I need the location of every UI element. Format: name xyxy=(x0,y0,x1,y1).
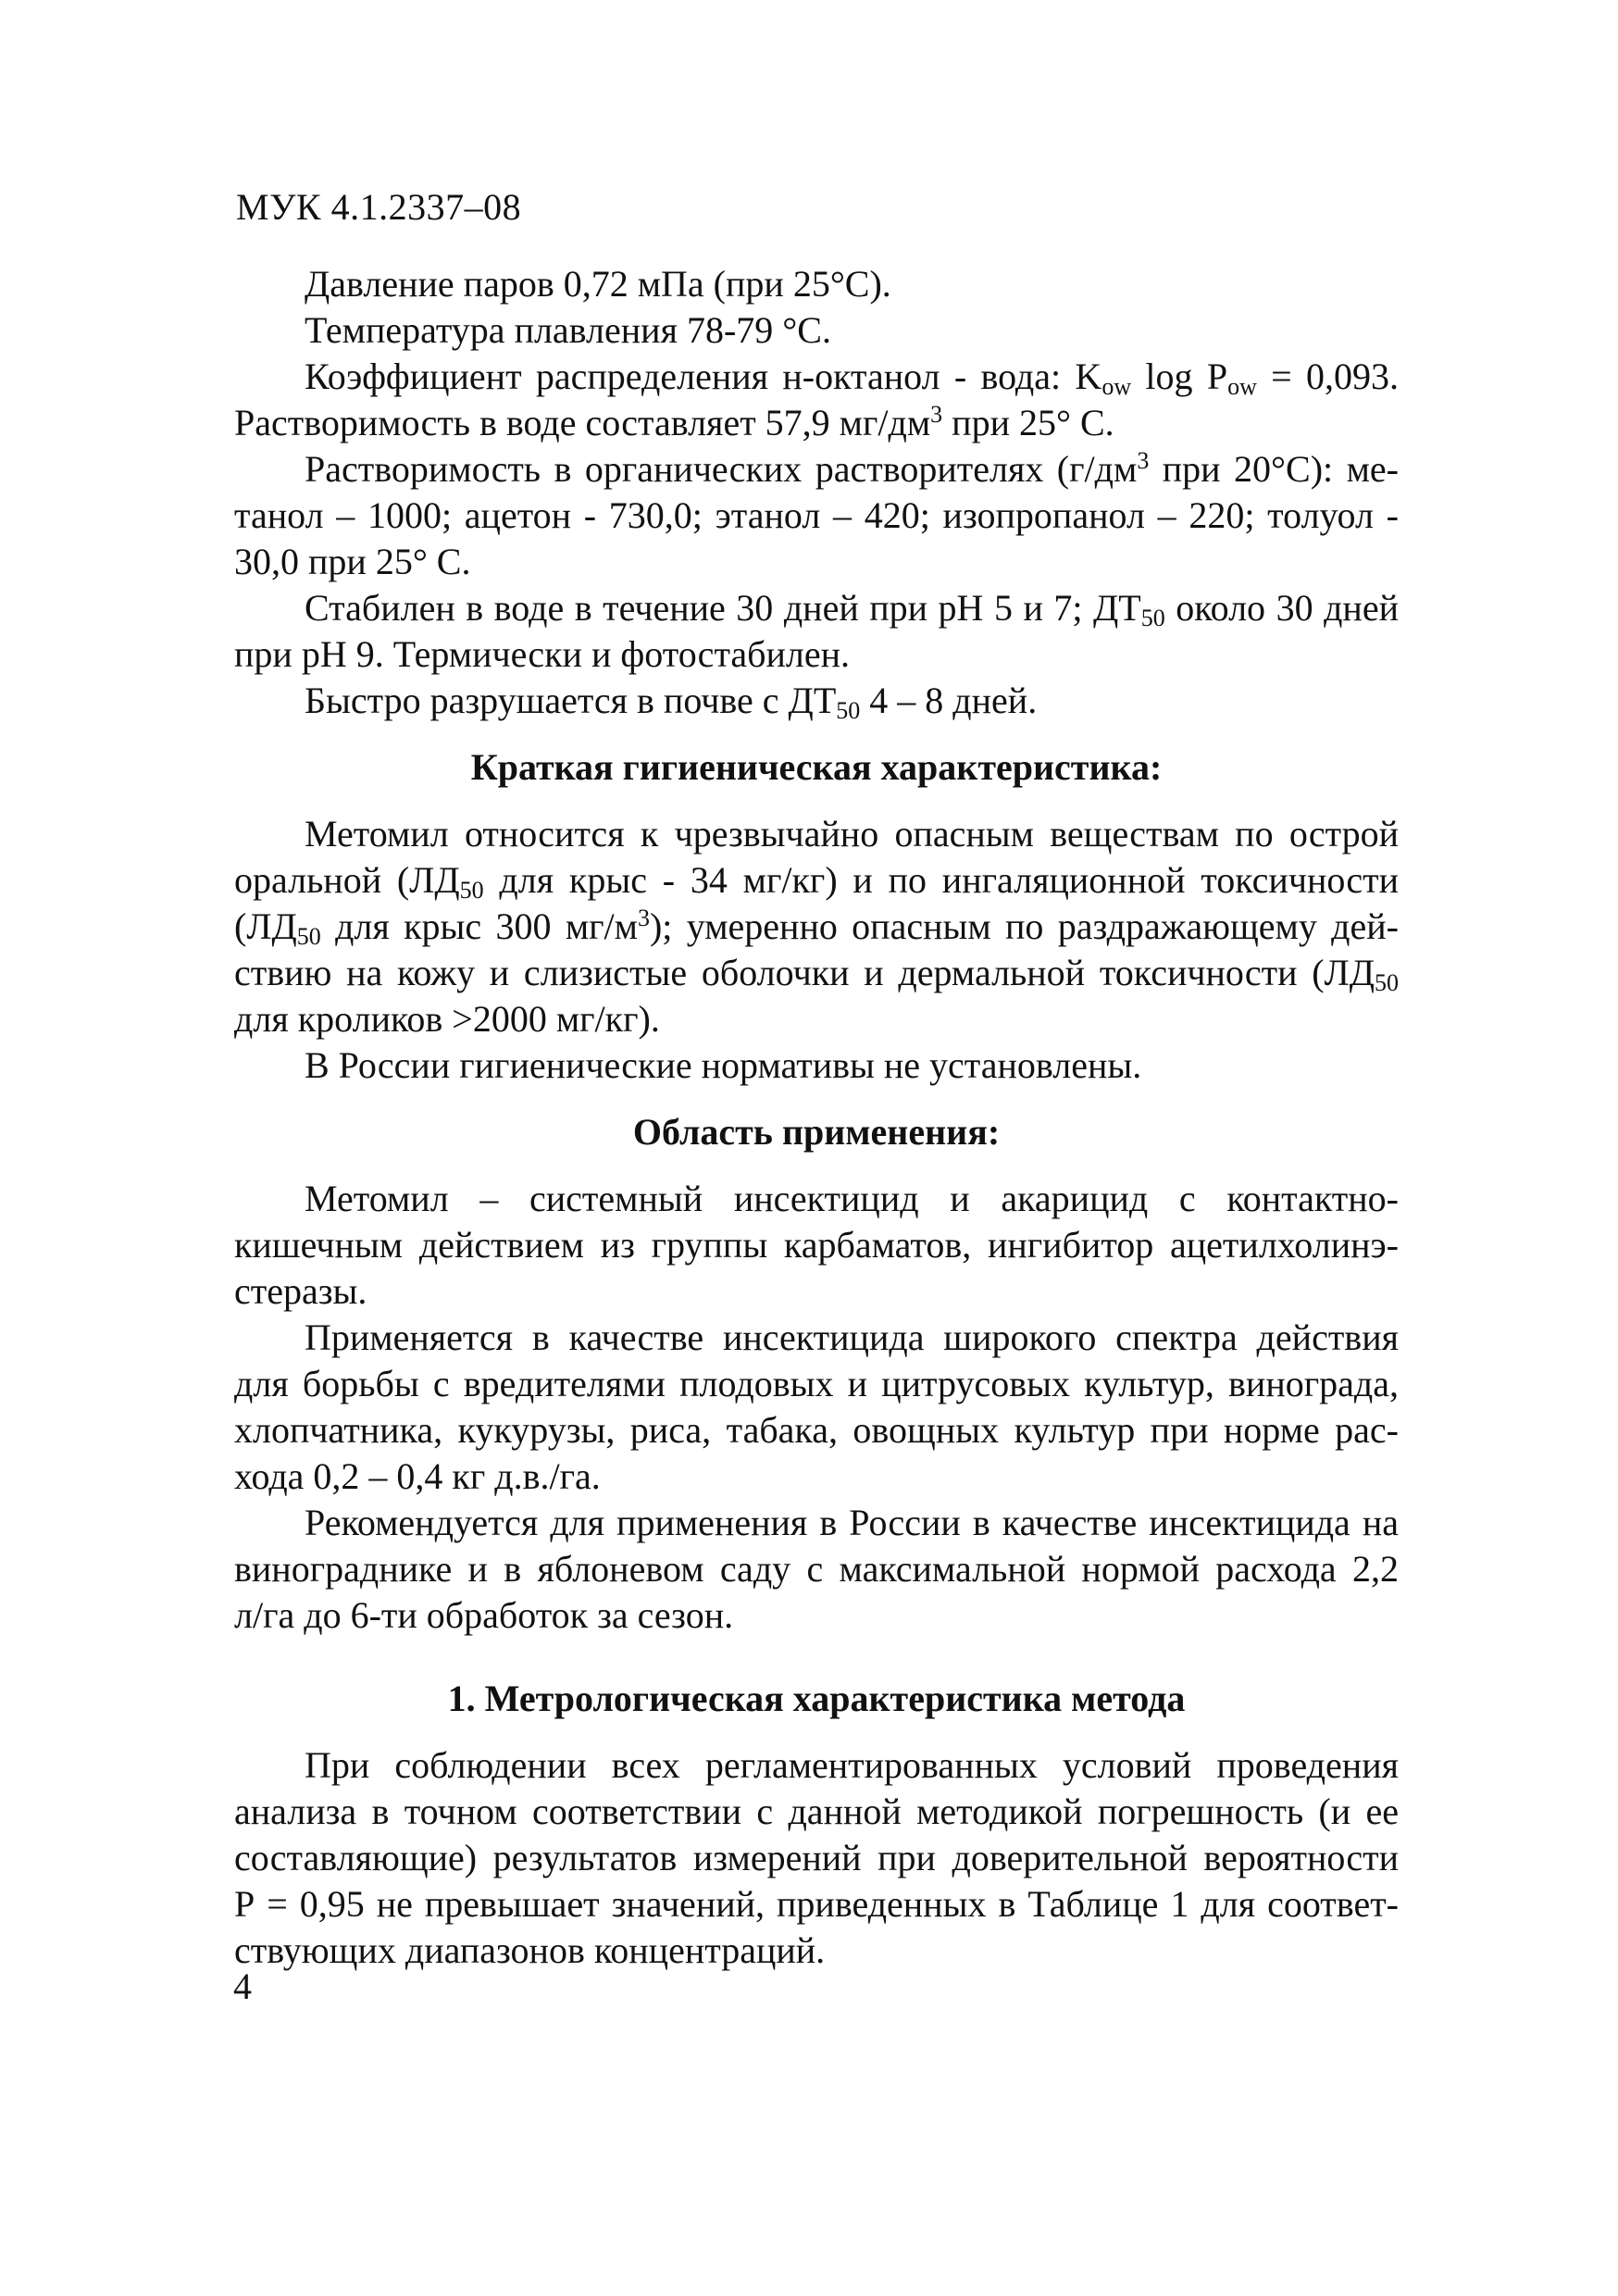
hygiene-line-4: ствию на кожу и слизистые оболочки и дермальной токсичности ($ЛД_{50}$ xyxy=(234,952,1399,996)
application-p2-line-2: для борьбы с вредителями плодовых и цитрусовых культур, винограда, xyxy=(234,1363,1399,1404)
hygiene-line-3: ($ЛД_{50}$ для крыс 300 $мг/м^3$); умеренно опасным по раздражающему дей- xyxy=(234,905,1399,950)
hygiene-line-2: оральной ($ЛД_{50}$ для крыс - 34 мг/кг) и по ингаляционной токсичности xyxy=(234,859,1399,904)
stability-line-1: Стабилен в воде в течение 30 дней при рН 5 и 7; $ДТ_{50}$ около 30 дней xyxy=(305,587,1399,631)
application-heading: Область применения: xyxy=(632,1111,1001,1153)
application-p3-line-1: Рекомендуется для применения в России в качестве инсектицида на xyxy=(305,1502,1399,1543)
stability-line-2: при рН 9. Термически и фотостабилен. xyxy=(234,633,851,675)
organic-solubility-line-2: танол – 1000; ацетон - 730,0; этанол – 420; изопропанол – 220; толуол - xyxy=(234,494,1399,536)
application-p2-line-3: хлопчатника, кукурузы, риса, табака, овощных культур при норме рас- xyxy=(234,1409,1399,1451)
metrology-line-3: составляющие) результатов измерений при доверительной вероятности xyxy=(234,1837,1399,1878)
organic-solubility-line-3: 30,0 при 25° С. xyxy=(234,541,471,582)
application-p2-line-4: хода 0,2 – 0,4 кг д.в./га. xyxy=(234,1455,601,1497)
hygiene-line-6: В России гигиенические нормативы не установлены. xyxy=(305,1044,1142,1086)
organic-solubility-line-1: Растворимость в органических растворителях ($г/дм^3$ при 20°С): ме- xyxy=(305,447,1400,490)
document-body xyxy=(234,261,1399,1974)
application-p2-line-1: Применяется в качестве инсектицида широкого спектра действия xyxy=(305,1316,1399,1358)
hygiene-line-5: для кроликов >2000 мг/кг). xyxy=(234,998,660,1040)
soil-degradation-line: Быстро разрушается в почве с $ДТ_{50}$ 4 – 8 дней. xyxy=(305,680,1038,724)
application-p1-line-2: кишечным действием из группы карбаматов, ингибитор ацетилхолинэ- xyxy=(234,1224,1399,1266)
hygiene-line-1: Метомил относится к чрезвычайно опасным веществам по острой xyxy=(305,813,1399,855)
metrology-line-1: При соблюдении всех регламентированных условий проведения xyxy=(305,1744,1399,1786)
vapor-pressure-line: Давление паров 0,72 мПа (при 25°С). xyxy=(305,263,891,305)
application-p1-line-3: стеразы. xyxy=(234,1270,367,1312)
metrology-line-4: Р = 0,95 не превышает значений, приведенных в Таблице 1 для соответ- xyxy=(234,1883,1399,1925)
application-p3-line-2: винограднике и в яблоневом саду с максимальной нормой расхода 2,2 xyxy=(234,1548,1399,1590)
partition-coefficient-line: Коэффициент распределения н-октанол - вода: $K_{ow}$ $\log P_{ow} = 0,093$. xyxy=(305,356,1400,400)
document-code: МУК 4.1.2337–08 xyxy=(236,186,522,228)
hygiene-heading: Краткая гигиеническая характеристика: xyxy=(470,746,1163,788)
page-number: 4 xyxy=(233,1965,252,2007)
metrology-line-2: анализа в точном соответствии с данной методикой погрешность (и ее xyxy=(234,1791,1399,1832)
melting-point-line: Температура плавления 78-79 °С. xyxy=(305,309,831,351)
application-p3-line-3: л/га до 6-ти обработок за сезон. xyxy=(234,1594,734,1636)
water-solubility-line: Растворимость в воде составляет 57,9 $мг/дм^3$ при 25° С. xyxy=(234,401,1114,443)
metrology-heading: 1. Метрологическая характеристика метода xyxy=(447,1678,1186,1719)
application-p1-line-1: Метомил – системный инсектицид и акарицид с контактно- xyxy=(305,1178,1399,1219)
metrology-line-5: ствующих диапазонов концентраций. xyxy=(234,1929,826,1971)
